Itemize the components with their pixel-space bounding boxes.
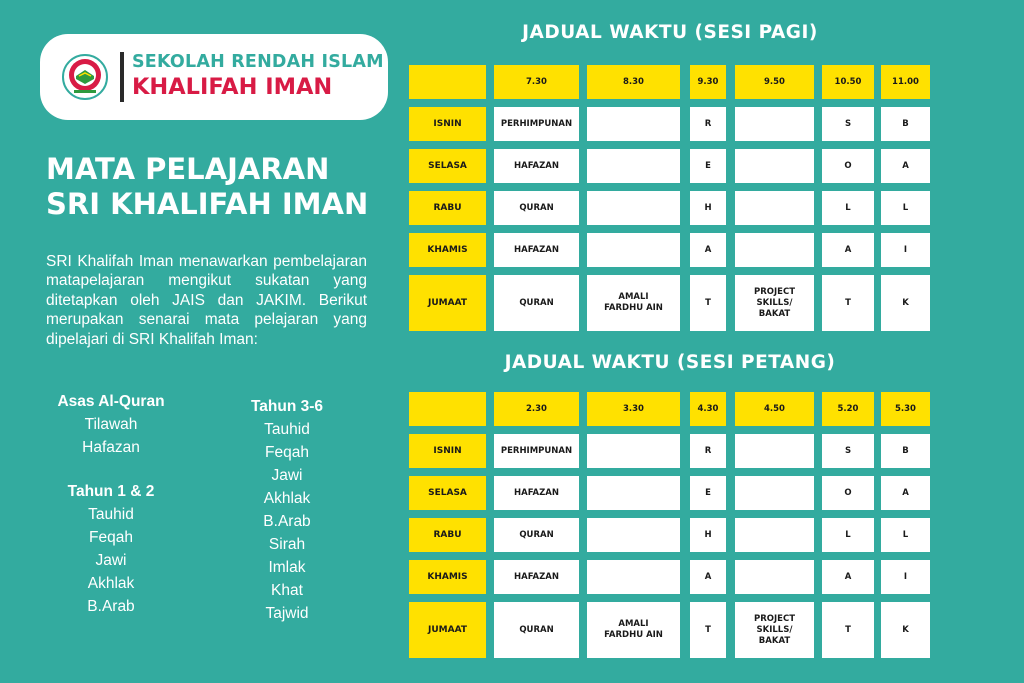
schedule-cell: B <box>881 434 930 468</box>
subject-item: Feqah <box>89 529 133 546</box>
subject-item: Tauhid <box>88 506 134 523</box>
schedule-corner-cell <box>409 65 486 99</box>
schedule-cell: I <box>881 560 930 594</box>
day-label-cell: RABU <box>409 518 486 552</box>
subject-item: Tajwid <box>265 605 309 622</box>
schedule-cell: I <box>881 233 930 267</box>
schedule-cell <box>587 107 680 141</box>
day-label-cell: ISNIN <box>409 107 486 141</box>
day-label-cell: JUMAAT <box>409 602 486 658</box>
schedule-cell: S <box>822 434 874 468</box>
schedule-cell: A <box>881 149 930 183</box>
schedule-cell: L <box>822 518 874 552</box>
schedule-cell <box>735 233 814 267</box>
schedule-cell: HAFAZAN <box>494 233 579 267</box>
schedule-cell: O <box>822 149 874 183</box>
schedule-cell: AMALI FARDHU AIN <box>587 275 680 331</box>
schedule-cell: PERHIMPUNAN <box>494 107 579 141</box>
schedule-cell <box>735 107 814 141</box>
schedule-cell: T <box>690 275 726 331</box>
schedule-cell: R <box>690 434 726 468</box>
schedule-title-petang: JADUAL WAKTU (SESI PETANG) <box>504 352 836 373</box>
time-header-cell: 11.00 <box>881 65 930 99</box>
page-title <box>46 152 368 222</box>
schedule-cell: A <box>690 560 726 594</box>
schedule-cell: T <box>690 602 726 658</box>
page-title-line1: MATA PELAJARAN <box>46 152 330 186</box>
schedule-cell: QURAN <box>494 602 579 658</box>
schedule-cell <box>735 149 814 183</box>
subject-item: Feqah <box>265 444 309 461</box>
schedule-cell: S <box>822 107 874 141</box>
time-header-cell: 9.30 <box>690 65 726 99</box>
schedule-cell: R <box>690 107 726 141</box>
schedule-cell: PROJECT SKILLS/ BAKAT <box>735 602 814 658</box>
schedule-cell: AMALI FARDHU AIN <box>587 602 680 658</box>
subject-heading-asas: Asas Al-Quran <box>57 393 165 410</box>
subject-item: Imlak <box>268 559 306 576</box>
time-header-cell: 3.30 <box>587 392 680 426</box>
time-header-cell: 2.30 <box>494 392 579 426</box>
schedule-cell: O <box>822 476 874 510</box>
schedule-cell <box>587 434 680 468</box>
subject-item: Jawi <box>95 552 127 569</box>
time-header-cell: 9.50 <box>735 65 814 99</box>
subject-heading-tahun12: Tahun 1 & 2 <box>67 483 155 500</box>
school-name-line1: SEKOLAH RENDAH ISLAM <box>132 52 384 72</box>
schedule-cell: T <box>822 602 874 658</box>
schedule-cell: H <box>690 191 726 225</box>
day-label-cell: JUMAAT <box>409 275 486 331</box>
schedule-cell: A <box>690 233 726 267</box>
schedule-cell: L <box>881 518 930 552</box>
schedule-cell: QURAN <box>494 275 579 331</box>
subject-item: Jawi <box>271 467 303 484</box>
schedule-cell: K <box>881 602 930 658</box>
logo-divider <box>120 52 124 102</box>
day-label-cell: SELASA <box>409 476 486 510</box>
schedule-cell: QURAN <box>494 191 579 225</box>
schedule-cell: QURAN <box>494 518 579 552</box>
schedule-cell: A <box>822 233 874 267</box>
time-header-cell: 5.30 <box>881 392 930 426</box>
schedule-cell: L <box>881 191 930 225</box>
schedule-cell <box>735 560 814 594</box>
time-header-cell: 5.20 <box>822 392 874 426</box>
schedule-cell: L <box>822 191 874 225</box>
schedule-cell <box>587 191 680 225</box>
day-label-cell: KHAMIS <box>409 560 486 594</box>
schedule-cell: E <box>690 476 726 510</box>
schedule-cell <box>587 233 680 267</box>
schedule-cell <box>735 476 814 510</box>
subject-item: B.Arab <box>87 598 135 615</box>
schedule-cell <box>587 518 680 552</box>
schedule-cell: E <box>690 149 726 183</box>
subject-item: Khat <box>271 582 303 599</box>
time-header-cell: 4.50 <box>735 392 814 426</box>
schedule-cell: PERHIMPUNAN <box>494 434 579 468</box>
schedule-cell: HAFAZAN <box>494 149 579 183</box>
schedule-cell <box>587 476 680 510</box>
subject-item: Hafazan <box>82 439 140 456</box>
school-logo-card <box>40 34 388 120</box>
subject-column-left <box>46 390 176 618</box>
schedule-cell: K <box>881 275 930 331</box>
schedule-cell: A <box>881 476 930 510</box>
day-label-cell: ISNIN <box>409 434 486 468</box>
time-header-cell: 7.30 <box>494 65 579 99</box>
schedule-cell: PROJECT SKILLS/ BAKAT <box>735 275 814 331</box>
subject-item: Akhlak <box>263 490 311 507</box>
schedule-cell: A <box>822 560 874 594</box>
intro-paragraph: SRI Khalifah Iman menawarkan pembelajaran matapelajaran mengikut sukatan yang ditetapkan oleh JAIS dan JAKIM. Berikut merupakan senarai mata pelajaran yang dipelajari di SRI Khalifah Iman: <box>46 253 367 348</box>
schedule-cell <box>587 149 680 183</box>
subject-item: Tilawah <box>84 416 138 433</box>
subject-item: Akhlak <box>87 575 135 592</box>
time-header-cell: 10.50 <box>822 65 874 99</box>
subject-heading-tahun36: Tahun 3-6 <box>250 398 324 415</box>
subject-item: B.Arab <box>263 513 311 530</box>
schedule-cell: HAFAZAN <box>494 476 579 510</box>
subject-column-right <box>222 395 352 625</box>
day-label-cell: RABU <box>409 191 486 225</box>
time-header-cell: 4.30 <box>690 392 726 426</box>
school-emblem-icon <box>62 54 108 100</box>
page-title-line2: SRI KHALIFAH IMAN <box>46 187 369 221</box>
schedule-cell: HAFAZAN <box>494 560 579 594</box>
school-name-line2: KHALIFAH IMAN <box>132 74 333 100</box>
day-label-cell: KHAMIS <box>409 233 486 267</box>
schedule-cell <box>587 560 680 594</box>
subject-item: Tauhid <box>264 421 310 438</box>
schedule-cell: H <box>690 518 726 552</box>
schedule-title-pagi: JADUAL WAKTU (SESI PAGI) <box>522 22 818 43</box>
schedule-cell <box>735 518 814 552</box>
schedule-cell: T <box>822 275 874 331</box>
schedule-corner-cell <box>409 392 486 426</box>
time-header-cell: 8.30 <box>587 65 680 99</box>
day-label-cell: SELASA <box>409 149 486 183</box>
schedule-cell <box>735 191 814 225</box>
schedule-cell <box>735 434 814 468</box>
subject-item: Sirah <box>268 536 306 553</box>
schedule-cell: B <box>881 107 930 141</box>
